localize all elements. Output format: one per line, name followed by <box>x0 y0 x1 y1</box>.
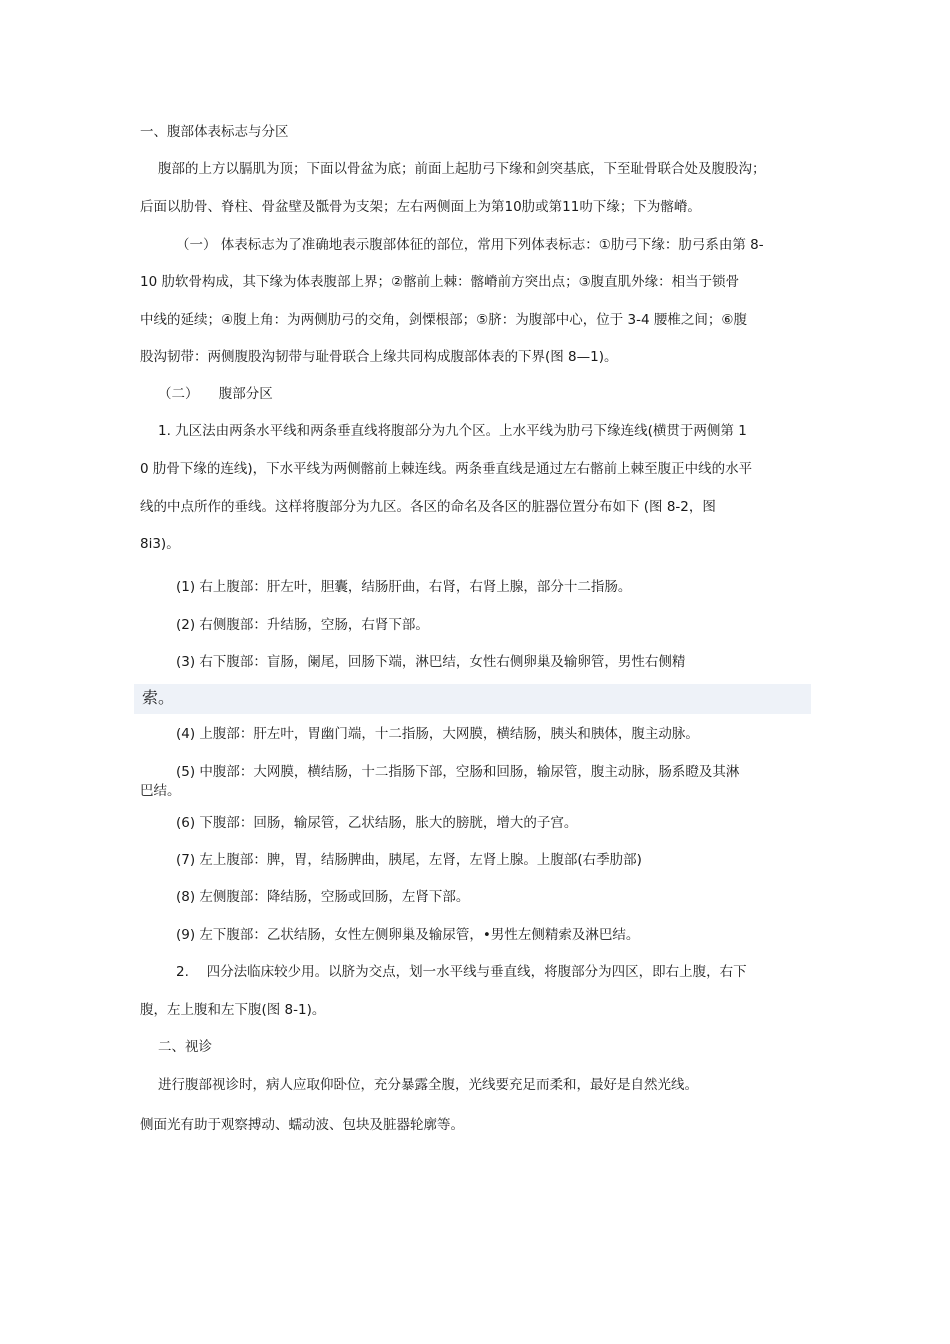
paragraph-line: 10 肋软骨构成，其下缘为体表腹部上界；②髂前上棘：髂嵴前方突出点；③腹直肌外缘：相当于锁骨 <box>140 274 740 290</box>
paragraph-line: 侧面光有助于观察搏动、蠕动波、包块及脏器轮廓等。 <box>140 1117 464 1133</box>
list-item: (5) 中腹部：大网膜，横结肠，十二指肠下部，空肠和回肠，输尿管，腹主动脉，肠系瞪及其淋 <box>176 764 740 780</box>
paragraph-line: 中线的延续；④腹上角：为两侧肋弓的交角，剑慄根部；⑤脐：为腹部中心，位于 3-4 腰椎之间；⑥腹 <box>140 312 747 328</box>
list-item: (6) 下腹部：回肠，输尿管，乙状结肠，胀大的膀胱，增大的子宫。 <box>176 815 578 831</box>
section-heading: 一、腹部体表标志与分区 <box>140 124 289 140</box>
list-item-continuation: 巴结。 <box>140 783 181 799</box>
subsection-heading: （二） 腹部分区 <box>158 386 273 402</box>
list-item: (2) 右侧腹部：升结肠，空肠，右肾下部。 <box>176 617 429 633</box>
list-item: (7) 左上腹部：脾，胃，结肠脾曲，胰尾，左肾，左肾上腺。上腹部(右季肋部) <box>176 852 642 868</box>
list-item: (1) 右上腹部：肝左叶，胆囊，结肠肝曲，右肾，右肾上腺，部分十二指肠。 <box>176 579 632 595</box>
paragraph-line: 股沟韧带：两侧腹股沟韧带与耻骨联合上缘共同构成腹部体表的下界(图 8—1)。 <box>140 349 618 365</box>
paragraph-line: 8i3)。 <box>140 536 180 552</box>
list-item: (4) 上腹部：肝左叶，胃幽门端，十二指肠，大网膜，横结肠，胰头和胰体，腹主动脉。 <box>176 726 699 742</box>
section-heading: 二、视诊 <box>158 1039 212 1055</box>
paragraph-line: 腹，左上腹和左下腹(图 8-1)。 <box>140 1002 326 1018</box>
paragraph-line: 后面以肋骨、脊柱、骨盆壁及骶骨为支架；左右两侧面上为第10肋或第11叻下缘；下为髂嵴。 <box>140 199 701 215</box>
list-item: (3) 右下腹部：盲肠，阑尾，回肠下端，淋巴结，女性右侧卵巢及输卵管，男性右侧精 <box>176 654 686 670</box>
paragraph-line: 线的中点所作的垂线。这样将腹部分为九区。各区的命名及各区的脏器位置分布如下 (图 8-2，图 <box>140 499 716 515</box>
paragraph-line: 0 肋骨下缘的连线)，下水平线为两侧髂前上棘连线。两条垂直线是通过左右髂前上棘至腹正中线的水平 <box>140 461 753 477</box>
paragraph-line: 2. 四分法临床较少用。以脐为交点，划一水平线与垂直线，将腹部分为四区，即右上腹，右下 <box>176 964 747 980</box>
highlighted-line <box>134 684 811 714</box>
paragraph-line: 进行腹部视诊时，病人应取仰卧位，充分暴露全腹，光线要充足而柔和，最好是自然光线。 <box>158 1077 698 1093</box>
list-item-continuation: 索。 <box>142 688 175 707</box>
list-item: (9) 左下腹部：乙状结肠，女性左侧卵巢及输尿管，•男性左侧精索及淋巴结。 <box>176 927 640 943</box>
paragraph-line: （一） 体表标志为了准确地表示腹部体征的部位，常用下列体表标志：①肋弓下缘：肋弓系由第 8- <box>176 237 764 253</box>
paragraph-line: 腹部的上方以膈肌为顶；下面以骨盆为底；前面上起肋弓下缘和剑突基底，下至耻骨联合处及腹股沟； <box>158 161 766 177</box>
list-item: (8) 左侧腹部：降结肠，空肠或回肠，左肾下部。 <box>176 889 470 905</box>
paragraph-line: 1. 九区法由两条水平线和两条垂直线将腹部分为九个区。上水平线为肋弓下缘连线(横贯于两侧第 1 <box>158 423 747 439</box>
